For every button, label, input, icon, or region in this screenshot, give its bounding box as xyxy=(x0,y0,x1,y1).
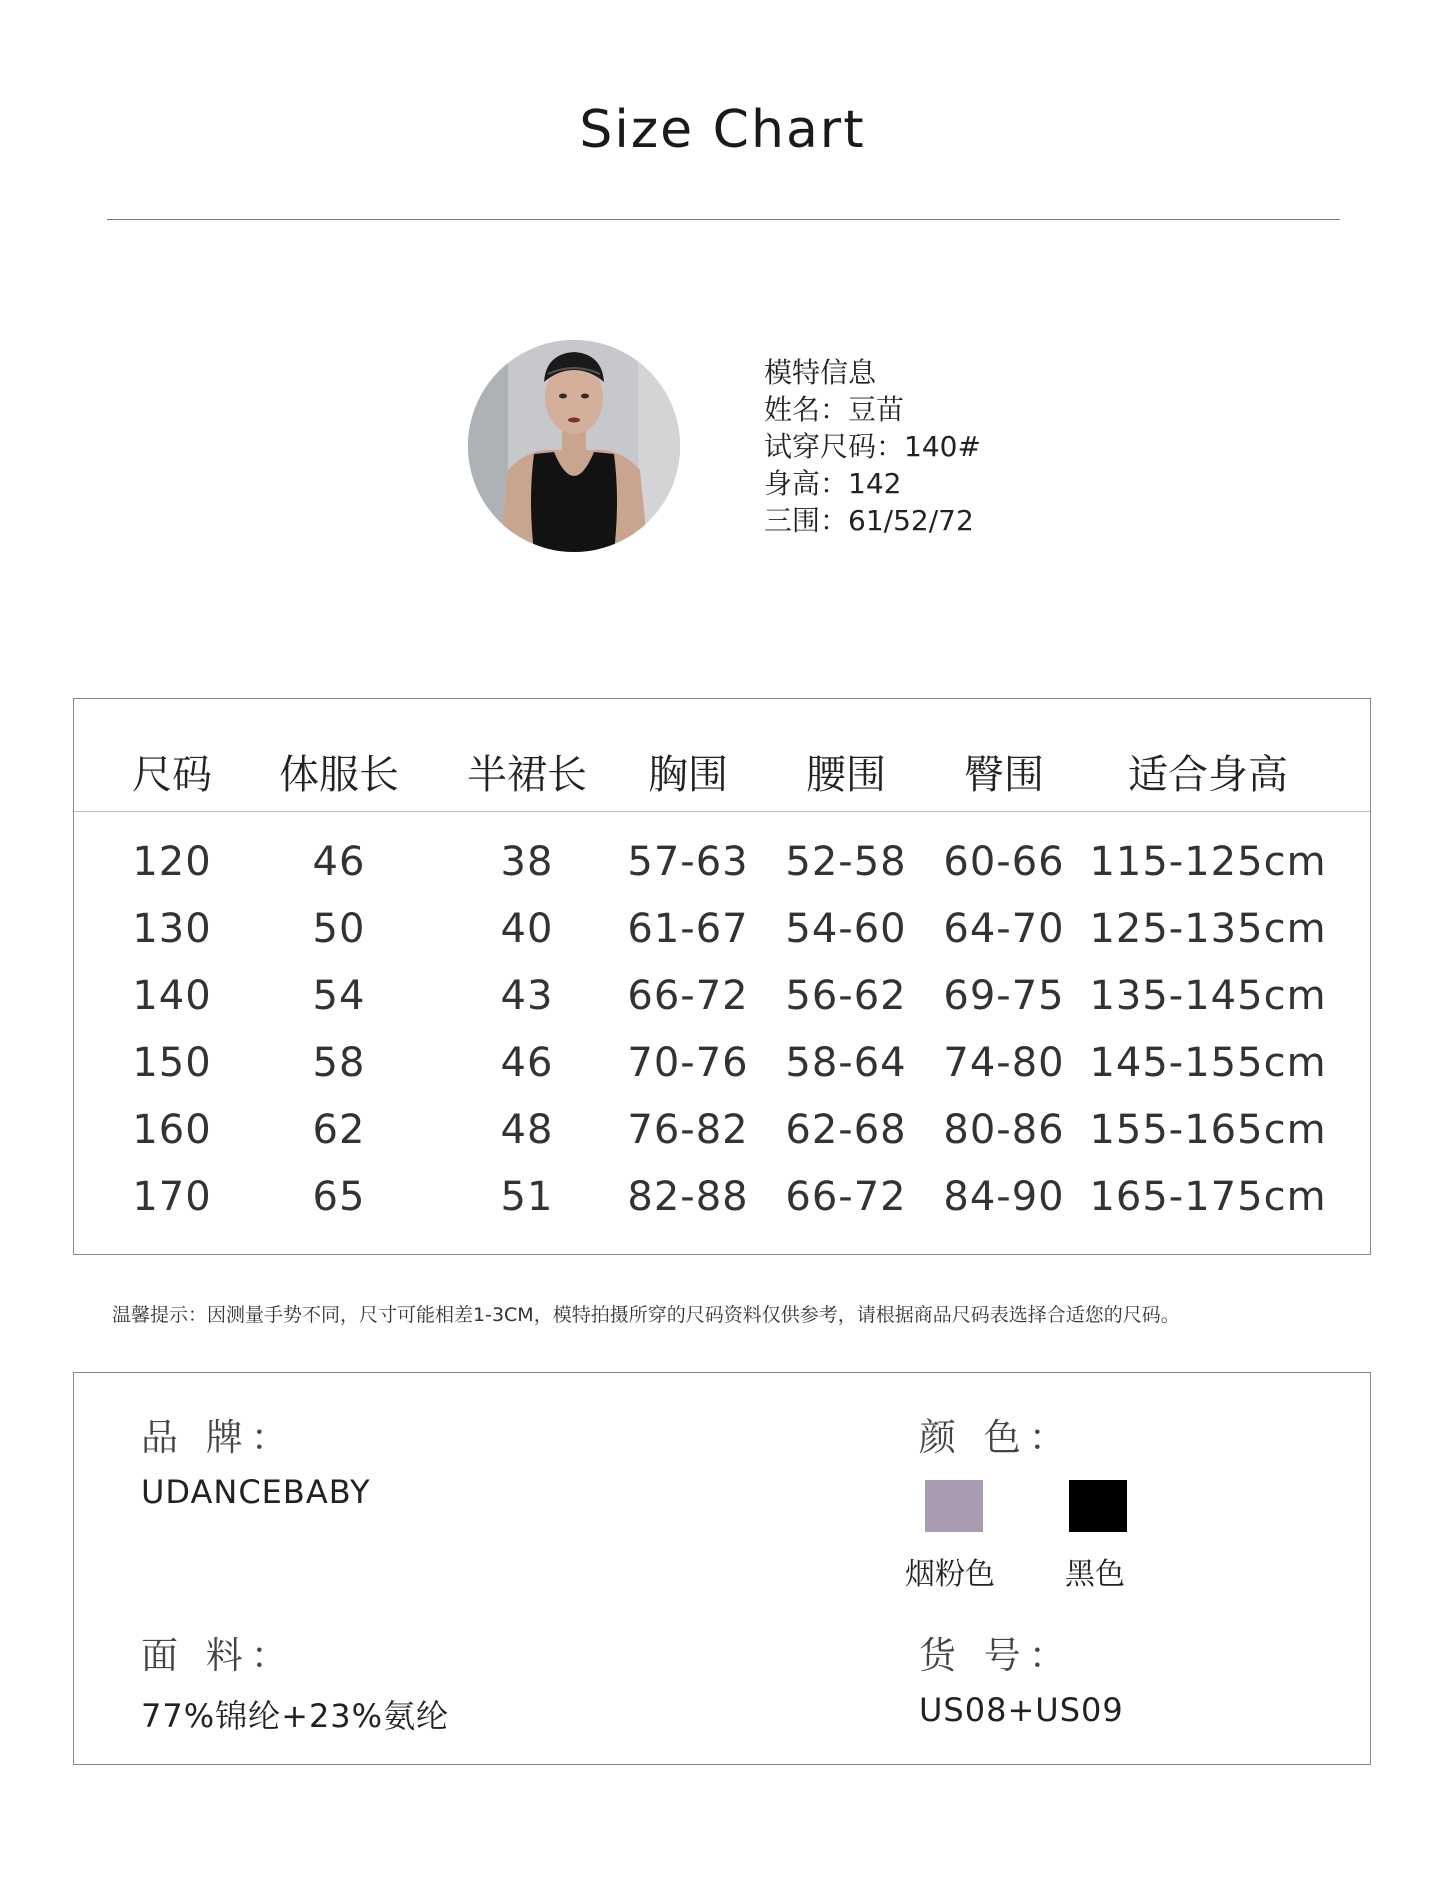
table-cell-chest: 61-67 xyxy=(627,906,749,952)
model-info-heading: 模特信息 xyxy=(764,356,877,389)
table-cell-hip: 60-66 xyxy=(943,839,1065,885)
table-cell-skirt-length: 48 xyxy=(500,1107,554,1153)
model-info xyxy=(764,354,981,539)
color-name-black: 黑色 xyxy=(1065,1557,1125,1592)
column-header-size: 尺码 xyxy=(132,752,212,798)
model-measurements: 三围：61/52/72 xyxy=(764,504,974,537)
size-tip: 温馨提示：因测量手势不同，尺寸可能相差1-3CM，模特拍摄所穿的尺码资料仅供参考，请根据商品尺码表选择合适您的尺码。 xyxy=(112,1304,1180,1326)
table-cell-hip: 69-75 xyxy=(943,973,1065,1019)
title-divider xyxy=(107,219,1340,220)
color-swatch-black xyxy=(1069,1480,1127,1532)
table-cell-top-length: 65 xyxy=(312,1174,366,1220)
column-header-chest: 胸围 xyxy=(648,752,728,798)
table-cell-waist: 52-58 xyxy=(785,839,907,885)
table-cell-skirt-length: 46 xyxy=(500,1040,554,1086)
table-cell-fit-height: 155-165cm xyxy=(1089,1107,1327,1153)
model-name: 姓名：豆苗 xyxy=(764,393,905,426)
table-cell-chest: 70-76 xyxy=(627,1040,749,1086)
table-cell-skirt-length: 40 xyxy=(500,906,554,952)
model-trial-size: 试穿尺码：140# xyxy=(764,430,981,463)
table-cell-size: 150 xyxy=(132,1040,212,1086)
table-cell-fit-height: 145-155cm xyxy=(1089,1040,1327,1086)
brand-value: UDANCEBABY xyxy=(141,1473,371,1511)
table-cell-chest: 66-72 xyxy=(627,973,749,1019)
table-cell-chest: 82-88 xyxy=(627,1174,749,1220)
table-cell-chest: 76-82 xyxy=(627,1107,749,1153)
model-height: 身高：142 xyxy=(764,467,902,500)
table-header-divider xyxy=(74,811,1370,812)
fabric-value: 77%锦纶+23%氨纶 xyxy=(141,1697,450,1735)
color-name-smoke-pink: 烟粉色 xyxy=(905,1557,995,1592)
table-cell-chest: 57-63 xyxy=(627,839,749,885)
brand-label: 品 牌： xyxy=(141,1416,296,1459)
color-swatch-smoke-pink xyxy=(925,1480,983,1532)
item-no-value: US08+US09 xyxy=(919,1691,1124,1729)
model-avatar xyxy=(468,340,680,552)
product-info-box xyxy=(73,1372,1371,1765)
column-header-hip: 臀围 xyxy=(964,752,1044,798)
table-cell-hip: 80-86 xyxy=(943,1107,1065,1153)
table-cell-waist: 56-62 xyxy=(785,973,907,1019)
table-cell-size: 130 xyxy=(132,906,212,952)
table-cell-fit-height: 165-175cm xyxy=(1089,1174,1327,1220)
column-header-waist: 腰围 xyxy=(806,752,886,798)
page-title: Size Chart xyxy=(579,100,866,160)
fabric-label: 面 料： xyxy=(141,1634,296,1677)
column-header-fit-height: 适合身高 xyxy=(1128,752,1288,798)
table-cell-skirt-length: 38 xyxy=(500,839,554,885)
column-header-skirt-length: 半裙长 xyxy=(467,752,587,798)
table-cell-top-length: 50 xyxy=(312,906,366,952)
table-cell-top-length: 46 xyxy=(312,839,366,885)
size-table xyxy=(73,698,1371,1255)
table-cell-waist: 66-72 xyxy=(785,1174,907,1220)
table-cell-size: 140 xyxy=(132,973,212,1019)
table-cell-size: 120 xyxy=(132,839,212,885)
table-cell-fit-height: 135-145cm xyxy=(1089,973,1327,1019)
color-label: 颜 色： xyxy=(919,1416,1074,1459)
table-cell-skirt-length: 51 xyxy=(500,1174,554,1220)
table-cell-waist: 54-60 xyxy=(785,906,907,952)
column-header-top-length: 体服长 xyxy=(279,752,399,798)
table-cell-fit-height: 125-135cm xyxy=(1089,906,1327,952)
table-cell-skirt-length: 43 xyxy=(500,973,554,1019)
table-cell-waist: 58-64 xyxy=(785,1040,907,1086)
table-cell-hip: 74-80 xyxy=(943,1040,1065,1086)
table-cell-top-length: 58 xyxy=(312,1040,366,1086)
table-cell-fit-height: 115-125cm xyxy=(1089,839,1327,885)
table-cell-hip: 64-70 xyxy=(943,906,1065,952)
table-cell-waist: 62-68 xyxy=(785,1107,907,1153)
table-cell-hip: 84-90 xyxy=(943,1174,1065,1220)
table-cell-size: 160 xyxy=(132,1107,212,1153)
item-no-label: 货 号： xyxy=(919,1634,1074,1677)
table-cell-top-length: 62 xyxy=(312,1107,366,1153)
table-cell-size: 170 xyxy=(132,1174,212,1220)
table-cell-top-length: 54 xyxy=(312,973,366,1019)
